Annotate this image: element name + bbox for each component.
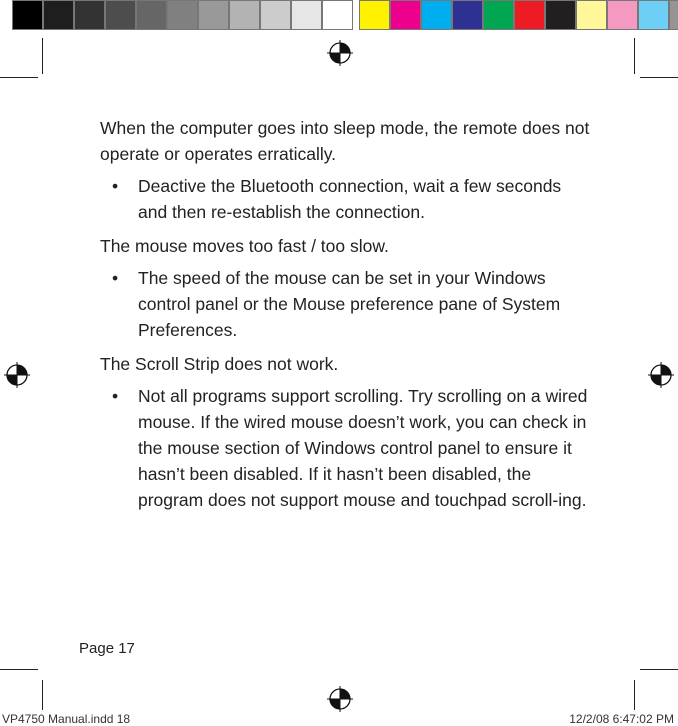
solution-sleep-mode xyxy=(100,173,590,225)
crop-mark-bottom-left-horizontal xyxy=(0,669,38,670)
solution-text: The speed of the mouse can be set in your Windows control panel or the Mouse preference pane of System Preferences. xyxy=(138,268,561,340)
registration-mark-bottom-icon xyxy=(327,686,353,712)
color-swatch xyxy=(638,0,669,30)
color-swatch xyxy=(669,0,678,30)
gray-swatch xyxy=(229,0,260,30)
color-swatch xyxy=(514,0,545,30)
color-swatch xyxy=(452,0,483,30)
bullet-icon: • xyxy=(112,386,119,406)
gray-swatch xyxy=(291,0,322,30)
problem-sleep-mode: When the computer goes into sleep mode, the remote does not operate or operates erratically. xyxy=(100,118,590,164)
gray-swatch xyxy=(12,0,43,30)
crop-mark-top-left-horizontal xyxy=(0,77,38,78)
gray-swatch xyxy=(322,0,353,30)
bullet-icon: • xyxy=(112,268,119,288)
solution-text: Not all programs support scrolling. Try scrolling on a wired mouse. If the wired mouse doesn’t work, you can check in the mouse section of Windows control panel to ensure it hasn’t been disabled. If it hasn’t been disabled, the program does not support mouse and touchpad scroll-ing. xyxy=(138,386,588,510)
solution-mouse-speed xyxy=(100,265,590,343)
crop-mark-top-right-horizontal xyxy=(640,77,678,78)
page-number: Page 17 xyxy=(79,640,135,657)
color-swatch xyxy=(421,0,452,30)
crop-mark-bottom-left-vertical xyxy=(42,680,43,710)
color-swatch xyxy=(545,0,576,30)
color-swatch xyxy=(359,0,390,30)
gray-swatch-group xyxy=(12,0,353,30)
crop-mark-top-left-vertical xyxy=(42,38,43,74)
bullet-icon: • xyxy=(112,176,119,196)
color-swatch xyxy=(576,0,607,30)
color-swatch xyxy=(607,0,638,30)
crop-mark-top-right-vertical xyxy=(634,38,635,74)
problem-scroll-strip: The Scroll Strip does not work. xyxy=(100,354,339,374)
crop-mark-bottom-right-vertical xyxy=(634,680,635,710)
slug-file-name: VP4750 Manual.indd 18 xyxy=(2,712,131,726)
gray-swatch xyxy=(198,0,229,30)
troubleshooting-content xyxy=(100,115,590,521)
slug-timestamp: 12/2/08 6:47:02 PM xyxy=(569,712,674,726)
gray-swatch xyxy=(260,0,291,30)
color-swatch xyxy=(390,0,421,30)
problem-mouse-speed: The mouse moves too fast / too slow. xyxy=(100,236,389,256)
solution-text: Deactive the Bluetooth connection, wait a few seconds and then re-establish the connection. xyxy=(138,176,562,222)
color-swatch-group xyxy=(359,0,678,30)
gray-swatch xyxy=(105,0,136,30)
registration-mark-top-icon xyxy=(327,40,353,66)
gray-swatch xyxy=(74,0,105,30)
crop-mark-bottom-right-horizontal xyxy=(640,669,678,670)
gray-swatch xyxy=(43,0,74,30)
solution-scroll-strip xyxy=(100,383,590,513)
color-calibration-bar xyxy=(12,0,678,30)
registration-mark-left-icon xyxy=(4,362,30,388)
color-swatch xyxy=(483,0,514,30)
gray-swatch xyxy=(136,0,167,30)
registration-mark-right-icon xyxy=(648,362,674,388)
gray-swatch xyxy=(167,0,198,30)
